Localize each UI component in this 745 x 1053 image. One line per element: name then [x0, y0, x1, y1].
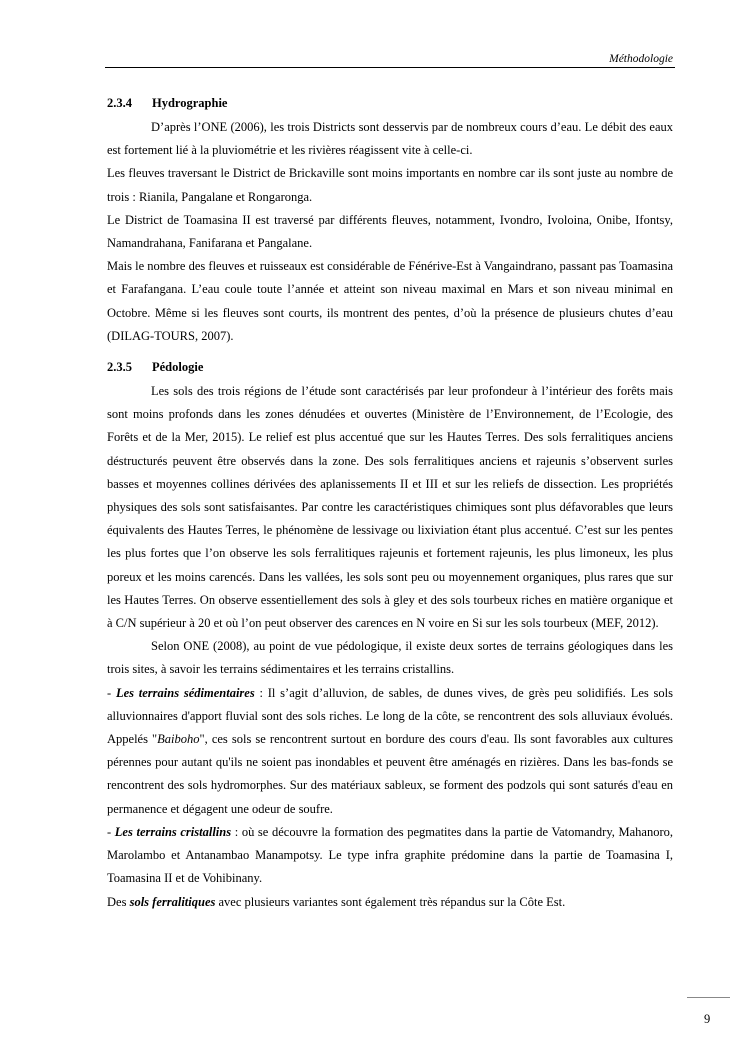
- section-title: Hydrographie: [152, 96, 228, 110]
- paragraph-terrains-sedimentaires: - Les terrains sédimentaires : Il s’agit d’alluvion, de sables, de dunes vives, de grès peu solidifiés. Les sols alluvionnaires d'apport fluvial sont des sols riches. Le long de la côte, se rencontrent des sols alluviaux évolués. Appelés "Baiboho", ces sols se rencontrent surtout en bordure des cours d'eau. Ils sont favorables aux cultures pérennes pour autant qu'ils ne soient pas inondables et peuvent être aménagés en rizières. Dans les bas-fonds se rencontrent des sols hydromorphes. Sur des matériaux sableux, se forment des podzols qui sont saturés d'eau en permanence et dégagent une odeur de soufre.: [107, 685, 673, 816]
- paragraph: Les fleuves traversant le District de Brickaville sont moins importants en nombre car ils sont juste au nombre de trois : Rianila, Pangalane et Rongaronga.: [107, 166, 673, 204]
- page-content: [107, 94, 673, 914]
- footer-divider: [687, 997, 730, 998]
- paragraph: Les sols des trois régions de l’étude sont caractérisés par leur profondeur à l’intérieur des forêts mais sont moins profonds dans les zones dénudées et ouvertes (Ministère de l’Environnement, de l’Ecologie, des Forêts et de la Mer, 2015). Le relief est plus accentué que sur les Hautes Terres. Des sols ferralitiques anciens déstructurés peuvent être observés dans la zone. Des sols ferralitiques anciens et rajeunis s’observent surles basses et moyennes collines dérivées des aplanissements II et III et sur les reliefs de dissection. Les propriétés physiques des sols sont satisfaisantes. Par contre les caractéristiques chimiques sont plus défavorables que leurs équivalents des Hautes Terres, le phénomène de lessivage ou lixiviation étant plus accentué. C’est sur les pentes les plus fortes que l’on observe les sols ferralitiques rajeunis et fortement rajeunis, les plus limoneux, les plus poreux et les moins carencés. Dans les vallées, les sols sont peu ou moyennement organiques, plus rares que sur les Hautes Terres. On observe essentiellement des sols à gley et des sols tourbeux riches en matière organique et à C/N supérieur à 20 et où l’on peut observer des carences en N voire en Si sur les sols tourbeux (MEF, 2012).: [107, 384, 673, 631]
- term-sedimentaires: Les terrains sédimentaires: [115, 685, 255, 700]
- term-baiboho: Baiboho: [157, 732, 200, 747]
- paragraph: Mais le nombre des fleuves et ruisseaux est considérable de Fénérive-Est à Vangaindrano, passant pas Toamasina et Farafangana. L’eau coule toute l’année et atteint son niveau maximal en Mars et son niveau minimal en Octobre. Même si les fleuves sont courts, ils montrent des pentes, d’où la présence de plusieurs chutes d’eau (DILAG-TOURS, 2007).: [107, 259, 673, 343]
- page-header: [105, 52, 675, 68]
- paragraph-terrains-cristallins: - Les terrains cristallins : où se découvre la formation des pegmatites dans la partie de Vatomandry, Mahanoro, Marolambo et Antanambao Manampotsy. Le type infra graphite prédomine dans la partie de Toamasina I, Toamasina II et de Vohibinany.: [107, 824, 674, 886]
- paragraph: Le District de Toamasina II est traversé par différents fleuves, notamment, Ivondro, Ivoloina, Onibe, Ifontsy, Namandrahana, Fanifarana et Pangalane.: [107, 212, 673, 251]
- term-cristallins: Les terrains cristallins: [114, 824, 232, 839]
- paragraph-sols-ferralitiques: Des sols ferralitiques avec plusieurs variantes sont également très répandus sur la Côte Est.: [107, 894, 566, 909]
- section-heading-hydrographie: [107, 94, 673, 112]
- page-number: 9: [704, 1012, 711, 1026]
- section-heading-pedologie: [107, 358, 673, 376]
- section-title: Pédologie: [152, 360, 204, 375]
- section-number: 2.3.5: [107, 360, 132, 375]
- paragraph: D’après l’ONE (2006), les trois Districts sont desservis par de nombreux cours d’eau. Le débit des eaux est fortement lié à la pluviométrie et les rivières réagissent vite à celle-ci.: [107, 120, 673, 158]
- term-sols-ferralitiques: sols ferralitiques: [129, 894, 216, 909]
- header-title: Méthodologie: [609, 53, 673, 65]
- section-number: 2.3.4: [107, 96, 132, 110]
- paragraph: Selon ONE (2008), au point de vue pédologique, il existe deux sortes de terrains géologiques dans les trois sites, à savoir les terrains sédimentaires et les terrains cristallins.: [107, 639, 673, 677]
